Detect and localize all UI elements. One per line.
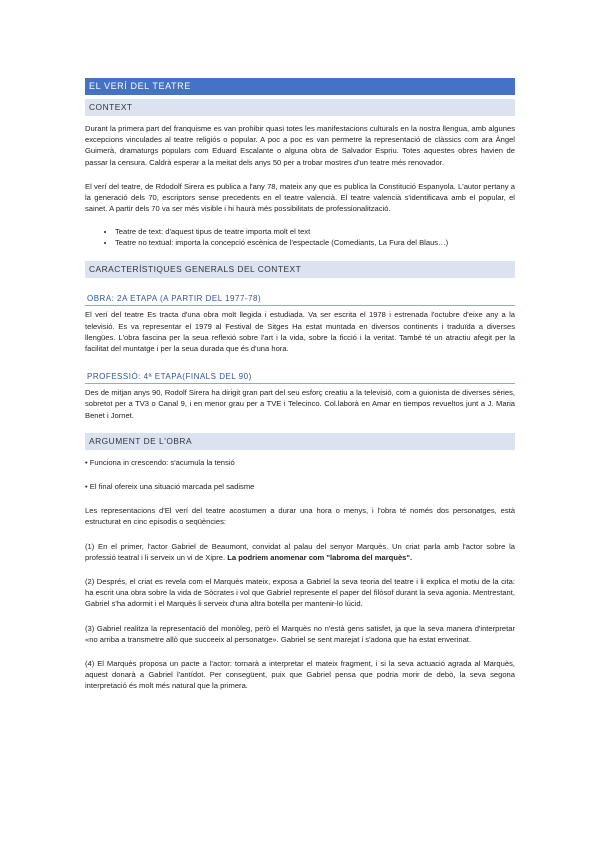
sequence-1-bold: La podriem anomenar com "labroma del marquès". [227, 552, 413, 562]
sequence-1-text: (1) En el primer, l'actor Gabriel de Beaumont, convidat al palau del senyor Marquès. Un criat parla amb l'actor sobre la professió teatral i li serveix un vi de Xipre. [85, 541, 515, 562]
obra-paragraph: El verí del teatre Es tracta d'una obra molt llegida i estudiada. Va ser escrita el 1978 i estrenada l'octubre d'eixe any a la televisió. Es va representar el 1979 al Festival de Sitges Ha estat muntada en diversos continents i traduïda a diverses llengües. L'obra fascina per la seua reflexió sobre l'art i la vida, sobre la ficció i la veritat. També té un atractiu afegit per la facilitat del muntatge i per la seua durada que és d'una hora. [85, 310, 515, 354]
document-title: EL VERÍ DEL TEATRE [85, 78, 515, 95]
list-item: • Teatre de text: d'aquest tipus de teatre importa molt el text [115, 226, 515, 237]
argument-sequence-2: (2) Després, el criat es revela com el Marquès mateix, exposa a Gabriel la seva teoria del teatre i li explica el motiu de la cita: ha escrit una obra sobre la vida de Sòcrates i vol que Gabriel represente el paper del filòsof durant la seva agonia. Mentrestant, Gabriel s'ha adormit i el Marquès li serveix d'una altra botella per mantenir-lo lúcid. [85, 577, 515, 609]
section-heading-argument: ARGUMENT DE L'OBRA [85, 433, 515, 450]
professio-paragraph: Des de mitjan anys 90, Rodolf Sirera ha dirigit gran part del seu esforç creatiu a la televisió, com a guionista de diverses sèries, sobretot per a TV3 o Canal 9, i en menor grau per a TVE i Telecinco. Col.laborà en Amar en tiempos revueltos junt a J. Maria Benet i Jornet. [85, 388, 515, 420]
argument-intro: Les representacions d'El verí del teatre acostumen a durar una hora o menys, i l'obra té només dos personatges, està estructurat en cinc episodis o seqüències: [85, 506, 515, 527]
argument-sequence-4: (4) El Marquès proposa un pacte a l'actor: tornarà a interpretar el mateix fragment, i si la seva actuació agrada al Marquès, aquest donarà a Gabriel l'antídot. Per consegüent, puix que Gabriel pensa que podria morir de debò, la seva segona interpretació és molt més natural que la primera. [85, 659, 515, 691]
subheading-professio: PROFESSIÓ: 4ª ETAPA(FINALS DEL 90) [85, 371, 515, 384]
argument-sequence-1 [85, 541, 515, 563]
argument-bullet-1: • Funciona in crescendo: s'acumula la tensió [85, 457, 235, 467]
argument-bullet-2: • El final oferеix una situació marcada pel sadisme [85, 482, 255, 492]
context-bullet-list [85, 226, 515, 248]
document-content [85, 78, 515, 692]
argument-sequence-3: (3) Gabriel realitza la representació del monòleg, però el Marquès no n'està gens satisfet, ja que la seva manera d'interpretar «no arriba a transmetre allò que succeeix al personatge». Gabriel se sent marejat i s'adona que ha estat enverinat. [85, 623, 515, 644]
list-item: • Teatre no textual: importa la concepció escènica de l'espectacle (Comediants, La Fura del Blaus…) [115, 237, 515, 248]
section-heading-context: CONTEXT [85, 99, 515, 116]
context-paragraph-1: Durant la primera part del franquisme es van prohibir quasi totes les manifestacions culturals en la nostra llengua, amb algunes excepcions vinculades al teatre religiós o popular. A poc a poc es van permetre la representació de clàssics com ara Àngel Guimerà, dramaturgs populars com Eduard Escalante o alguna obra de Salvador Espriu. Totes aquestes obres havien de passar la censura. Caldrà esperar a la meitat dels anys 50 per a trobar mostres d'un teatre més renovador. [85, 124, 515, 167]
subheading-obra: OBRA: 2A ETAPA (A PARTIR DEL 1977-78) [85, 293, 515, 306]
section-heading-characteristics: CARACTERÍSTIQUES GENERALS DEL CONTEXT [85, 261, 515, 278]
context-paragraph-2: El verí del teatre, de Rdodolf Sirera es publica a l'any 78, mateix any que es publica la Constitució Espanyola. L'autor pertany a la generació dels 70, escriptors sense precedents en el teatre valencià. El teatre valencià s'identificava amb el popular, el sainet. A partir dels 70 va ser més visible i hi haurà més possibilitats de professionalització. [85, 181, 515, 214]
